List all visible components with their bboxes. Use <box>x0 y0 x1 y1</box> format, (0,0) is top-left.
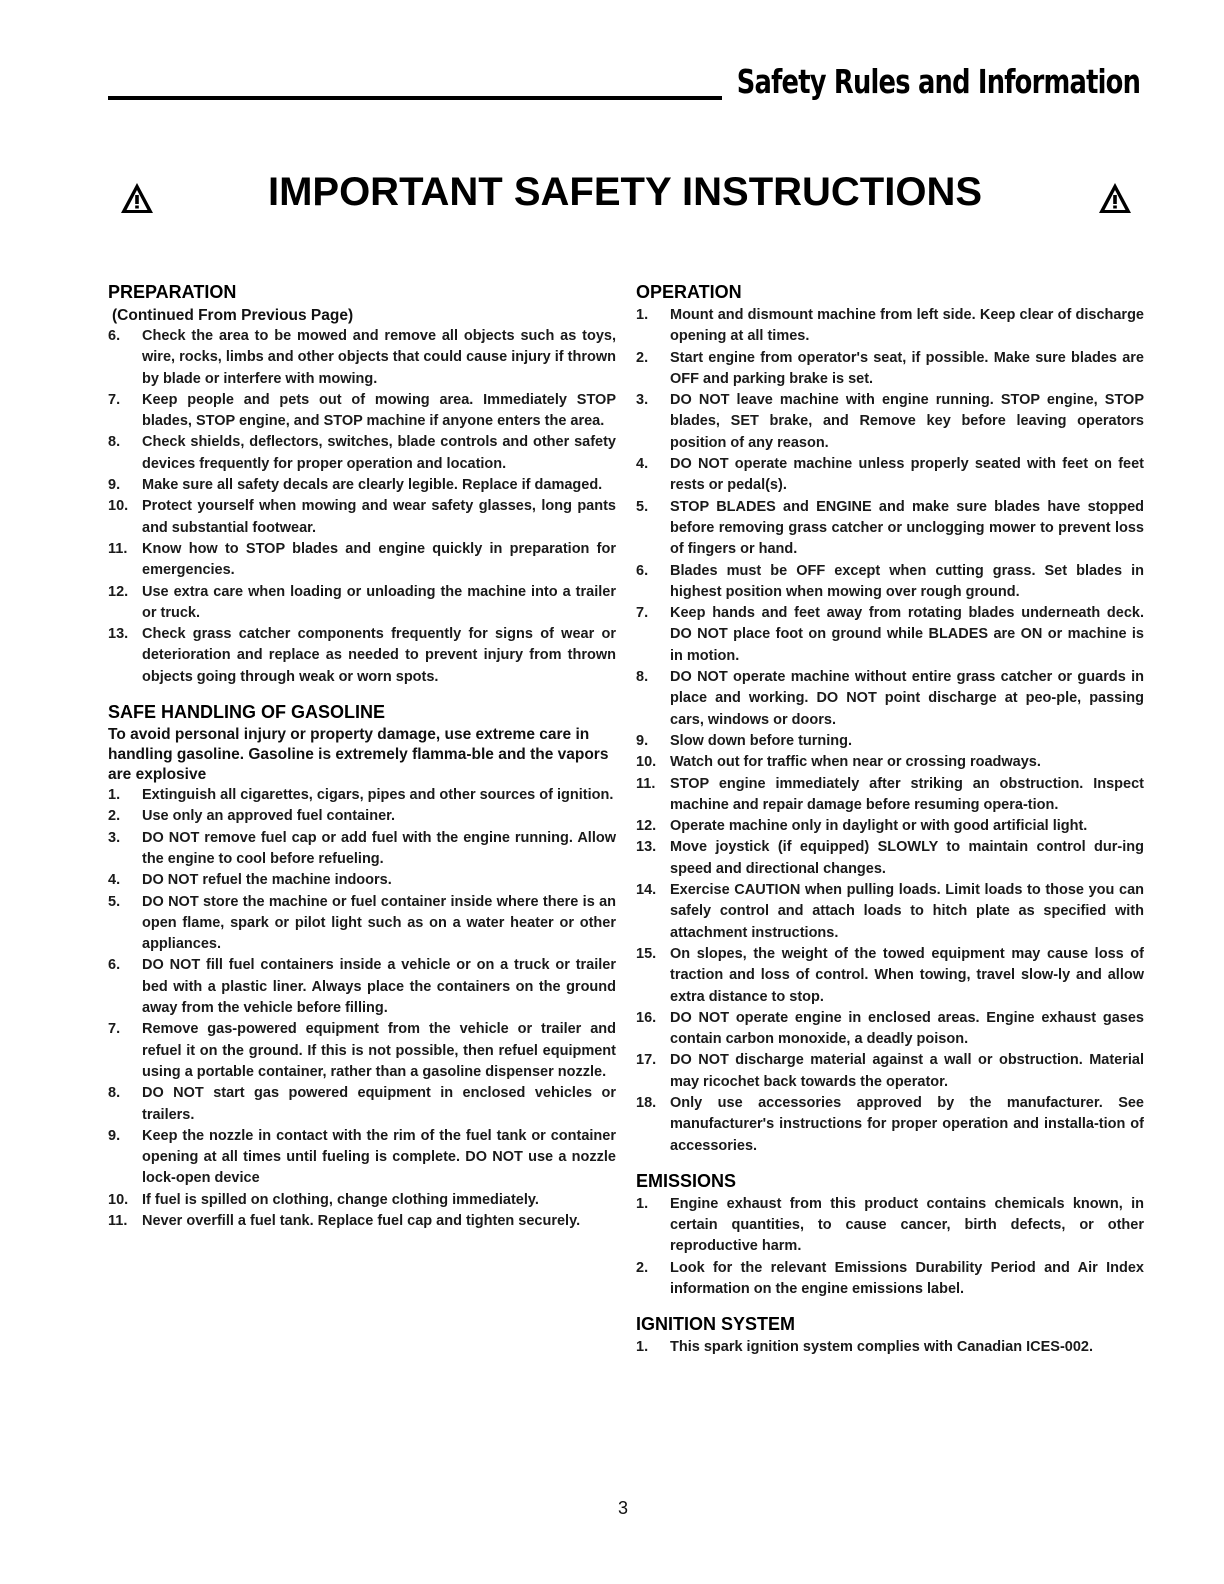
item-text: If fuel is spilled on clothing, change clothing immediately. <box>142 1191 539 1208</box>
item-text: DO NOT operate engine in enclosed areas. Engine exhaust gases contain carbon monoxide, a deadly poison. <box>670 1009 1144 1048</box>
item-number: 7. <box>636 605 649 622</box>
list-item <box>634 348 1144 391</box>
item-number: 9. <box>636 732 649 749</box>
item-number: 11. <box>108 540 128 557</box>
list-item <box>634 1008 1144 1051</box>
item-number: 10. <box>108 498 129 515</box>
item-text: Keep the nozzle in contact with the rim of the fuel tank or container opening at all times until fueling is complete. DO NOT use a nozzle lock-open device <box>142 1127 616 1187</box>
list-item <box>634 816 1144 837</box>
list-item <box>106 539 616 582</box>
item-text: This spark ignition system complies with Canadian ICES-002. <box>670 1339 1094 1356</box>
list-item <box>634 305 1144 348</box>
item-number: 1. <box>636 1195 649 1212</box>
preparation-heading: PREPARATION <box>108 282 237 302</box>
list-item <box>106 1083 616 1126</box>
item-number: 10. <box>636 754 657 771</box>
list-item <box>106 1211 616 1232</box>
item-number: 2. <box>636 1259 649 1276</box>
item-number: 1. <box>636 307 649 323</box>
item-text: Keep hands and feet away from rotating blades underneath deck. DO NOT place foot on ground while BLADES are ON or machine is in motion. <box>670 605 1144 664</box>
item-number: 12. <box>108 583 129 600</box>
item-text: Check shields, deflectors, switches, blade controls and other safety devices frequently for proper operation and location. <box>142 434 616 472</box>
list-item <box>106 892 616 956</box>
item-text: Use only an approved fuel container. <box>142 808 396 825</box>
list-item <box>634 1258 1144 1301</box>
list-item <box>106 582 616 625</box>
item-text: DO NOT discharge material against a wall or obstruction. Material may ricochet back towards the operator. <box>670 1052 1144 1090</box>
item-number: 10. <box>108 1191 129 1208</box>
item-text: Watch out for traffic when near or crossing roadways. <box>670 754 1041 771</box>
item-number: 15. <box>636 945 657 962</box>
section-header-title: Safety Rules and Information <box>736 62 1140 101</box>
operation-list <box>634 305 1144 1157</box>
item-text: DO NOT operate machine unless properly seated with feet on feet rests or pedal(s). <box>670 456 1144 494</box>
list-item <box>634 944 1144 1008</box>
item-text: Make sure all safety decals are clearly legible. Replace if damaged. <box>142 477 603 494</box>
item-number: 17. <box>636 1052 657 1069</box>
emissions-list <box>634 1194 1144 1300</box>
item-text: Only use accessories approved by the manufacturer. See manufacturer's instructions for proper operation and installa-tion of accessories. <box>670 1094 1144 1154</box>
list-item <box>634 603 1144 667</box>
item-number: 16. <box>636 1009 657 1026</box>
item-text: DO NOT refuel the machine indoors. <box>142 872 392 889</box>
item-number: 6. <box>108 328 121 344</box>
item-number: 1. <box>636 1339 649 1356</box>
item-text: Engine exhaust from this product contains chemicals known, in certain quantities, to cause cancer, birth defects, or other reproductive harm. <box>670 1195 1144 1255</box>
item-text: Know how to STOP blades and engine quickly in preparation for emergencies. <box>142 540 616 579</box>
item-text: DO NOT leave machine with engine running. STOP engine, STOP blades, SET brake, and Remove key before leaving operators position of any reason. <box>670 392 1144 451</box>
item-number: 7. <box>108 391 121 408</box>
item-number: 12. <box>636 818 657 835</box>
item-number: 1. <box>108 787 121 804</box>
gasoline-intro: To avoid personal injury or property damage, use extreme care in handling gasoline. Gasoline is extremely flamma-ble and the vapors are explosive <box>108 726 609 784</box>
item-text: DO NOT fill fuel containers inside a vehicle or on a truck or trailer bed with a plastic liner. Always place the containers on the ground away from the vehicle before filling. <box>142 957 616 1017</box>
item-text: Operate machine only in daylight or with good artificial light. <box>670 818 1088 835</box>
ignition-heading: IGNITION SYSTEM <box>636 1314 796 1335</box>
list-item <box>634 1050 1144 1093</box>
item-number: 7. <box>108 1021 121 1038</box>
item-number: 6. <box>108 957 121 974</box>
item-number: 8. <box>636 669 649 686</box>
list-item <box>106 806 616 827</box>
operation-heading: OPERATION <box>636 282 742 302</box>
item-text: Start engine from operator's seat, if possible. Make sure blades are OFF and parking brake is set. <box>670 349 1144 387</box>
list-item <box>106 828 616 871</box>
item-number: 3. <box>108 829 121 846</box>
item-text: STOP BLADES and ENGINE and make sure blades have stopped before removing grass catcher or unclogging mower to prevent loss of fingers or hand. <box>670 498 1144 558</box>
item-text: Never overfill a fuel tank. Replace fuel cap and tighten securely. <box>142 1212 581 1229</box>
page-number: 3 <box>617 1498 628 1518</box>
preparation-list <box>106 326 616 688</box>
list-item <box>634 880 1144 944</box>
item-text: Slow down before turning. <box>670 732 853 749</box>
header-rule <box>108 96 722 100</box>
left-column <box>106 282 616 1232</box>
preparation-subheading: (Continued From Previous Page) <box>112 307 354 324</box>
item-number: 18. <box>636 1094 657 1111</box>
list-item <box>106 624 616 688</box>
item-text: Check the area to be mowed and remove all objects such as toys, wire, rocks, limbs and other objects that could cause injury if thrown by blade or interfere with mowing. <box>142 328 616 387</box>
list-item <box>634 837 1144 880</box>
list-item <box>106 390 616 433</box>
item-text: DO NOT operate machine without entire grass catcher or guards in place and working. DO NOT point discharge at peo-ple, passing cars, windows or doors. <box>670 669 1144 728</box>
list-item <box>106 785 616 806</box>
item-text: DO NOT remove fuel cap or add fuel with the engine running. Allow the engine to cool before refueling. <box>142 829 616 867</box>
item-number: 4. <box>108 872 121 889</box>
list-item <box>634 752 1144 773</box>
list-item <box>106 326 616 390</box>
item-number: 14. <box>636 882 657 899</box>
item-number: 13. <box>636 839 657 856</box>
item-text: Check grass catcher components frequently for signs of wear or deterioration and replace as needed to prevent injury from thrown objects going through weak or worn spots. <box>142 626 616 685</box>
emissions-heading: EMISSIONS <box>636 1170 737 1191</box>
item-number: 5. <box>108 893 121 910</box>
item-text: Mount and dismount machine from left side. Keep clear of discharge opening at all times. <box>670 307 1144 345</box>
list-item <box>106 496 616 539</box>
list-item <box>634 497 1144 561</box>
gasoline-heading: SAFE HANDLING OF GASOLINE <box>108 702 386 723</box>
item-number: 11. <box>636 775 656 792</box>
item-text: Exercise CAUTION when pulling loads. Limit loads to those you can safely control and attach loads to hitch plate as specified with attachment instructions. <box>670 882 1144 941</box>
page-title: IMPORTANT SAFETY INSTRUCTIONS <box>267 170 983 214</box>
list-item <box>634 561 1144 604</box>
ignition-list <box>634 1337 1144 1358</box>
list-item <box>634 731 1144 752</box>
gasoline-list <box>106 785 616 1232</box>
item-number: 11. <box>108 1212 128 1229</box>
list-item <box>106 1019 616 1083</box>
item-number: 3. <box>636 392 649 409</box>
list-item <box>106 1126 616 1190</box>
item-number: 2. <box>636 349 649 366</box>
item-text: Move joystick (if equipped) SLOWLY to maintain control dur-ing speed and directional changes. <box>670 839 1144 877</box>
item-number: 9. <box>108 477 121 494</box>
list-item <box>106 1190 616 1211</box>
item-text: Keep people and pets out of mowing area. Immediately STOP blades, STOP engine, and STOP machine if anyone enters the area. <box>142 391 616 430</box>
list-item <box>106 955 616 1019</box>
item-number: 6. <box>636 562 649 579</box>
item-text: Look for the relevant Emissions Durability Period and Air Index information on the engine emissions label. <box>670 1259 1144 1298</box>
item-number: 13. <box>108 626 129 643</box>
item-text: Use extra care when loading or unloading the machine into a trailer or truck. <box>142 583 616 621</box>
list-item <box>106 475 616 496</box>
item-text: STOP engine immediately after striking an obstruction. Inspect machine and repair damage before resuming opera-tion. <box>670 775 1144 813</box>
item-number: 8. <box>108 434 121 451</box>
item-text: Remove gas-powered equipment from the vehicle or trailer and refuel it on the ground. If this is not possible, then refuel equipment using a portable container, rather than a gasoline dispenser nozzle. <box>142 1021 616 1080</box>
list-item <box>106 432 616 475</box>
item-number: 9. <box>108 1127 121 1144</box>
list-item <box>634 1194 1144 1258</box>
list-item <box>634 454 1144 497</box>
item-text: DO NOT store the machine or fuel container inside where there is an open flame, spark or pilot light such as on a water heater or other appliances. <box>142 893 616 953</box>
item-text: DO NOT start gas powered equipment in enclosed vehicles or trailers. <box>142 1085 616 1123</box>
item-text: On slopes, the weight of the towed equipment may cause loss of traction and loss of control. When towing, travel slow-ly and allow extra distance to stop. <box>670 945 1144 1005</box>
item-text: Protect yourself when mowing and wear safety glasses, long pants and substantial footwear. <box>142 498 616 536</box>
warning-triangle-icon <box>1098 182 1132 214</box>
list-item <box>634 1337 1144 1358</box>
list-item <box>634 390 1144 454</box>
item-number: 5. <box>636 498 649 515</box>
list-item <box>634 667 1144 731</box>
list-item <box>634 1093 1144 1157</box>
item-text: Blades must be OFF except when cutting grass. Set blades in highest position when mowing over rough ground. <box>670 562 1144 600</box>
list-item <box>106 870 616 891</box>
item-number: 2. <box>108 808 121 825</box>
list-item <box>634 774 1144 817</box>
right-column <box>634 282 1144 1359</box>
item-number: 4. <box>636 456 649 473</box>
item-text: Extinguish all cigarettes, cigars, pipes and other sources of ignition. <box>142 787 614 804</box>
item-number: 8. <box>108 1085 121 1102</box>
